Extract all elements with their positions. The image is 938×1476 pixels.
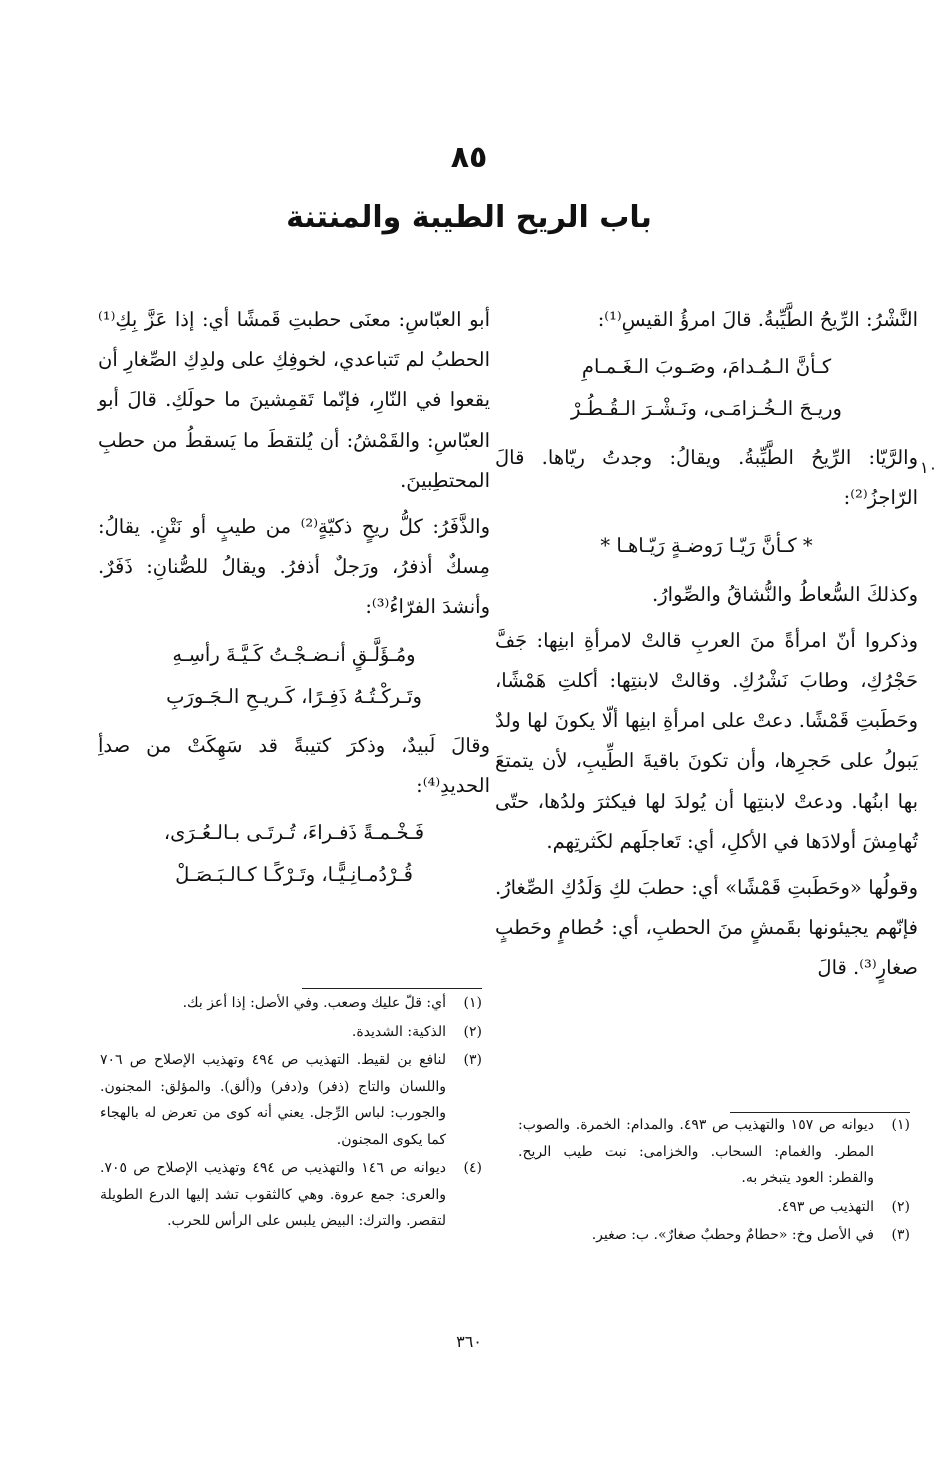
footnote [100,990,482,1017]
paragraph: وكذلكَ السُّعاطُ والنُّشاقُ والصِّوارُ. [652,582,918,606]
footnote-number: (٤) [463,1160,482,1176]
footnote [518,1194,910,1221]
footnote-number: (٢) [463,1023,482,1040]
right-text-column [495,300,918,995]
footnote [100,1047,482,1153]
footnote-text: ديوانه ص ١٥٧ والتهذيب ص ٤٩٣. والمدام: الخمرة. والصوب: المطر. والغمام: السحاب. والخزامى: نبت طيب الريح. والقطر: العود يتبخر به. [518,1117,874,1186]
footnote-text: أي: قلّ عليك وصعب. وفي الأصل: إذا أعز بك. [182,995,446,1011]
footnote-number: (٣) [891,1227,910,1243]
footnote-number: (٣) [463,1052,482,1068]
footnote-divider [302,988,482,989]
line-number-marker: ١٠ [920,458,938,477]
verse-line: وريـحَ الـخُـزامَـى، ونَـشْـرَ الـقُـطُـرْ [571,397,842,421]
verse-line: ومُـؤَلَّـقٍ أنـضـجْـتُ كَـيَّـةَ رأسِـهِ [172,642,416,666]
left-text-column [98,300,490,904]
left-footnotes [100,990,482,1237]
footnote-number: (١) [891,1117,910,1133]
footnote-number: (٢) [891,1198,910,1215]
footnote [100,1019,482,1046]
paragraph: النَّشْرُ: الرِّيحُ الطَّيِّبةُ. قالَ امرؤُ القيسِ⁽¹⁾: [597,308,918,331]
footnote [518,1222,910,1249]
paragraph: والرَّيّا: الرِّيحُ الطَّيِّبةُ. ويقالُ: وجدتُ ريّاها. قالَ الرّاجزُ⁽²⁾: [495,446,918,510]
paragraph: وذكروا أنّ امرأةً منَ العربِ قالتْ لامرأةِ ابنِها: جَفَّ حَجْرُكِ، وطابَ نَشْرُكِ. وقالتْ لابنتِها: أكلتِ هَمْشًا، وحَطَبتِ قَمْشًا. دعتْ على امرأةِ ابنِها ألّا يكونَ لها ولدٌ يَبولُ على حَجرِها، وأن تكونَ باقيةَ الطِّيبِ، لأن يتمتعَ بها ابنُها. ودعتْ لابنتِها أن يُولدَ لها فيكثرَ ولدُها، حتّى تُهامِشَ أولادَها في الأكلِ، أي: تَعاجلَهم لكَثرتِهم. [495,628,918,853]
footnote-text: الذكية: الشديدة. [351,1023,446,1040]
verse-line: * كـأنَّ رَيّـا رَوضـةٍ رَيّـاهـا * [600,533,813,557]
footnote-text: في الأصل وخ: «حطامٌ وحطبٌ صغارٌ». ب: صغير. [591,1227,874,1243]
verse-line: وتَـركْـتُـهُ ذَفِـرًا، كَـريـحِ الـجَـورَبِ [166,684,422,708]
page-number: ٣٦٠ [456,1332,482,1351]
chapter-title: باب الريح الطيبة والمنتنة [286,200,652,235]
footnote-text: لنافع بن لقيط. التهذيب ص ٤٩٤ وتهذيب الإصلاح ص ٧٠٦ واللسان والتاج (ذفر) و(دفر) و(ألق). والمؤلق: المجنون. والجورب: لباس الرِّجل. يعني أنه كوى من تعرض له بالهجاء كما يكوى المجنون. [100,1052,446,1148]
section-number: ٨٥ [450,140,488,175]
verse [495,525,918,567]
footnote [100,1155,482,1235]
paragraph: وقولُها «وحَطَبتِ قَمْشًا» أي: حطبَ لكِ وَلَدُكِ الصِّغارُ. فإنّهم يجيئونها بقَمشٍ منَ الحطبِ، أي: حُطامٍ وحَطبٍ صغارٍ⁽³⁾. قالَ [495,876,918,980]
right-footnotes [518,1112,910,1251]
verse-line: فَـخْـمـةً ذَفـراءَ، تُـرتَـى بـالـعُـرَى، [163,821,425,845]
footnote-text: ديوانه ص ١٤٦ والتهذيب ص ٤٩٤ وتهذيب الإصلاح ص ٧٠٥. والعرى: جمع عروة. وهي كالثقوب تشد إليها الدرع الطويلة لتقصر. والترك: البيض يلبس على الرأس للحرب. [100,1160,446,1229]
paragraph: وقالَ لَبيدٌ، وذكرَ كتيبةً قد سَهِكَتْ من صدأِ الحديدِ⁽⁴⁾: [98,733,490,797]
verse [495,346,918,430]
verse [98,812,490,896]
verse [98,634,490,718]
footnote-number: (١) [463,995,482,1011]
verse-line: كـأنَّ الـمُـدامَ، وصَـوبَ الـغَـمـامِ [581,355,832,379]
footnote-text: التهذيب ص ٤٩٣. [777,1198,874,1215]
footnote [518,1112,910,1192]
paragraph: والذَّفَرُ: كلُّ ريحٍ ذكيّةٍ⁽²⁾ من طيبٍ أو نَتْنٍ. يقالُ: مِسكٌ أذفرُ، ورَجلٌ أذفرُ. ويقالُ للصُّنانِ: ذَفَرٌ. وأنشدَ الفرّاءُ⁽³⁾: [98,515,490,619]
verse-line: قُـرْدُمـانِـيًّـا، وتَـرْكًـا كـالـبَـصَـلْ [175,863,413,887]
paragraph: أبو العبّاسِ: معنَى حطبتِ قَمشًا أي: إذا عَزَّ بِكِ⁽¹⁾ الحطبُ لم تَتباعدي، لخوفِكِ على ولدِكِ الصِّغارِ أن يقعوا في النّارِ، فإنّما تَقمِشينَ ما حولَكِ. قالَ أبو العبّاسِ: والقَمْشُ: أن يُلتقطَ ما يَسقطُ من حطبِ المحتطِبينَ. [98,308,490,492]
